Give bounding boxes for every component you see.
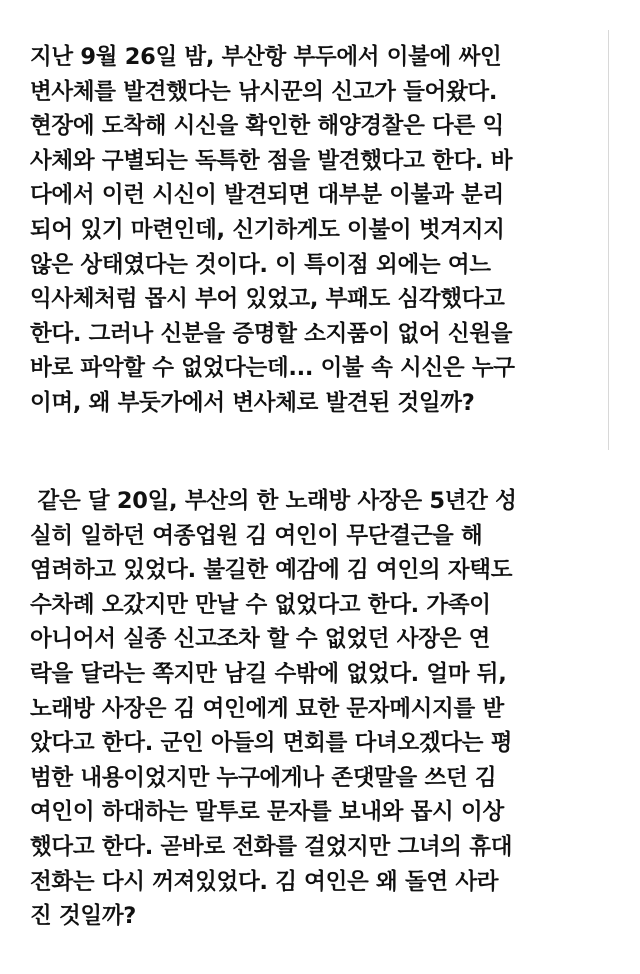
text-line: 바로 파악할 수 없었다는데... 이불 속 시신은 누구	[30, 355, 515, 382]
text-line: 염려하고 있었다. 불길한 예감에 김 여인의 자택도	[30, 557, 513, 584]
text-line: 되어 있기 마련인데, 신기하게도 이불이 벗겨지지	[30, 216, 505, 243]
text-line: 범한 내용이었지만 누구에게나 존댓말을 쓰던 김	[30, 764, 497, 791]
text-line: 수차례 오갔지만 만날 수 없었다고 한다. 가족이	[30, 591, 491, 618]
text-line: 않은 상태였다는 것이다. 이 특이점 외에는 여느	[30, 251, 491, 278]
text-line: 현장에 도착해 시신을 확인한 해양경찰은 다른 익	[30, 113, 504, 140]
paragraph-body-crime-report	[30, 40, 615, 421]
text-line: 락을 달라는 쪽지만 남길 수밖에 없었다. 얼마 뒤,	[30, 660, 507, 687]
text-line: 전화는 다시 꺼져있었다. 김 여인은 왜 돌연 사라	[30, 868, 499, 895]
text-line: 실히 일하던 여종업원 김 여인이 무단결근을 해	[30, 522, 483, 549]
text-line: 했다고 한다. 곧바로 전화를 걸었지만 그녀의 휴대	[30, 833, 513, 860]
text-line: 한다. 그러나 신분을 증명할 소지품이 없어 신원을	[30, 320, 513, 347]
text-line: 노래방 사장은 김 여인에게 묘한 문자메시지를 받	[30, 695, 504, 722]
text-line: 익사체처럼 몹시 부어 있었고, 부패도 심각했다고	[30, 286, 505, 313]
text-line: 이며, 왜 부둣가에서 변사체로 발견된 것일까?	[30, 389, 475, 416]
text-line: 여인이 하대하는 말투로 문자를 보내와 몹시 이상	[30, 799, 504, 826]
text-line: 지난 9월 26일 밤, 부산항 부두에서 이불에 싸인	[30, 44, 502, 70]
text-line: 변사체를 발견했다는 낚시꾼의 신고가 들어왔다.	[30, 78, 498, 105]
text-line: 진 것일까?	[30, 903, 137, 930]
text-line: 았다고 한다. 군인 아들의 면회를 다녀오겠다는 평	[30, 730, 513, 757]
text-line: 다에서 이런 시신이 발견되면 대부분 이불과 분리	[30, 182, 504, 209]
paragraph-missing-person	[30, 484, 615, 934]
text-line: 아니어서 실종 신고조차 할 수 없었던 사장은 연	[30, 626, 490, 653]
text-line: 같은 달 20일, 부산의 한 노래방 사장은 5년간 성	[30, 488, 517, 514]
text-line: 사체와 구별되는 독특한 점을 발견했다고 한다. 바	[30, 147, 513, 174]
